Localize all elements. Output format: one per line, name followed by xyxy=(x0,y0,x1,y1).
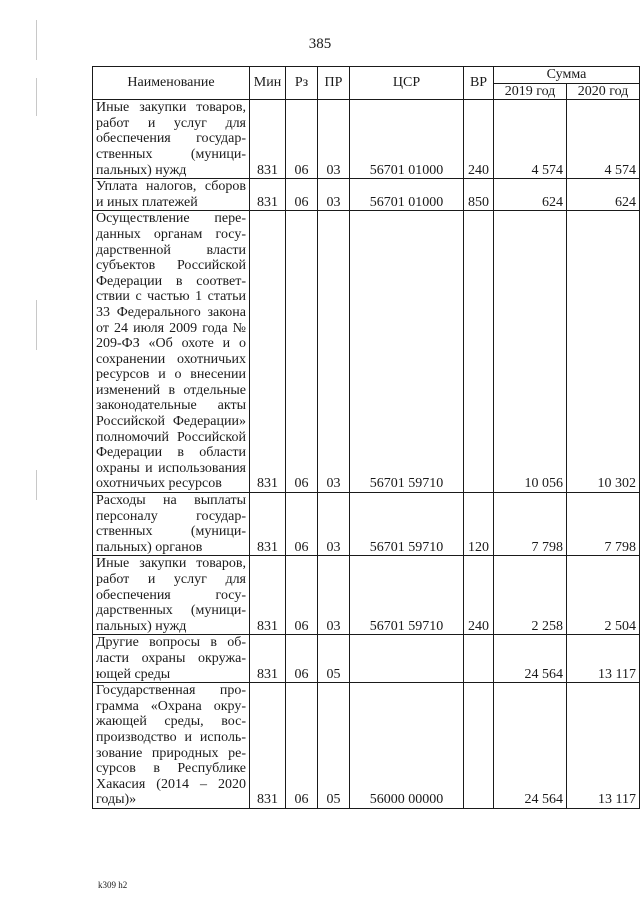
cell-csr: 56701 01000 xyxy=(350,179,464,211)
cell-rz: 06 xyxy=(286,179,318,211)
header-year-2019: 2019 год xyxy=(494,83,567,100)
cell-pr: 03 xyxy=(318,100,350,179)
header-min: Мин xyxy=(250,67,286,100)
cell-pr: 05 xyxy=(318,635,350,683)
cell-y2019: 7 798 xyxy=(494,493,567,556)
header-pr: ПР xyxy=(318,67,350,100)
cell-vr xyxy=(464,211,494,493)
cell-y2020: 13 117 xyxy=(567,683,640,809)
budget-table xyxy=(92,66,640,809)
cell-pr: 03 xyxy=(318,179,350,211)
cell-min: 831 xyxy=(250,211,286,493)
table-row xyxy=(93,683,640,809)
cell-pr: 05 xyxy=(318,683,350,809)
cell-name: Расходы на выплаты персоналу государственных (муниципальных) органов xyxy=(93,493,250,556)
cell-min: 831 xyxy=(250,100,286,179)
cell-y2019: 24 564 xyxy=(494,635,567,683)
cell-y2019: 4 574 xyxy=(494,100,567,179)
cell-y2019: 10 056 xyxy=(494,211,567,493)
table-row xyxy=(93,635,640,683)
cell-y2020: 2 504 xyxy=(567,556,640,635)
cell-name: Иные закупки товаров, работ и услуг для обеспечения государственных (муниципальных) нужд xyxy=(93,556,250,635)
cell-name: Другие вопросы в области охраны окружающей среды xyxy=(93,635,250,683)
table-row xyxy=(93,179,640,211)
cell-vr: 240 xyxy=(464,556,494,635)
cell-y2020: 13 117 xyxy=(567,635,640,683)
header-name: Наименование xyxy=(93,67,250,100)
cell-vr xyxy=(464,683,494,809)
header-rz: Рз xyxy=(286,67,318,100)
cell-rz: 06 xyxy=(286,493,318,556)
cell-y2020: 624 xyxy=(567,179,640,211)
cell-vr: 850 xyxy=(464,179,494,211)
table-body xyxy=(93,100,640,809)
table-row xyxy=(93,100,640,179)
cell-csr: 56000 00000 xyxy=(350,683,464,809)
cell-csr: 56701 59710 xyxy=(350,493,464,556)
cell-name: Иные закупки товаров, работ и услуг для обеспечения государственных (муниципальных) нужд xyxy=(93,100,250,179)
cell-rz: 06 xyxy=(286,211,318,493)
page-number: 385 xyxy=(308,36,332,52)
cell-csr: 56701 59710 xyxy=(350,556,464,635)
cell-rz: 06 xyxy=(286,556,318,635)
cell-rz: 06 xyxy=(286,635,318,683)
cell-min: 831 xyxy=(250,635,286,683)
cell-pr: 03 xyxy=(318,556,350,635)
cell-pr: 03 xyxy=(318,493,350,556)
cell-name: Уплата налогов, сборов и иных платежей xyxy=(93,179,250,211)
table-header xyxy=(93,67,640,100)
cell-y2020: 10 302 xyxy=(567,211,640,493)
header-vr: ВР xyxy=(464,67,494,100)
cell-csr: 56701 59710 xyxy=(350,211,464,493)
cell-vr xyxy=(464,635,494,683)
cell-pr: 03 xyxy=(318,211,350,493)
cell-csr: 56701 01000 xyxy=(350,100,464,179)
table-row xyxy=(93,493,640,556)
cell-vr: 120 xyxy=(464,493,494,556)
cell-y2020: 4 574 xyxy=(567,100,640,179)
cell-csr xyxy=(350,635,464,683)
cell-rz: 06 xyxy=(286,683,318,809)
cell-rz: 06 xyxy=(286,100,318,179)
cell-y2019: 2 258 xyxy=(494,556,567,635)
cell-min: 831 xyxy=(250,683,286,809)
margin-mark-middle xyxy=(36,300,37,350)
header-csr: ЦСР xyxy=(350,67,464,100)
cell-name: Государственная программа «Охрана окружающей среды, воспроизводство и использование природных ресурсов в Республике Хакасия (2014 – 2020 годы)» xyxy=(93,683,250,809)
margin-mark-upper xyxy=(36,78,37,116)
table-row xyxy=(93,211,640,493)
cell-name: Осуществление переданных органам государственной власти субъектов Российской Федерации в соответствии с частью 1 статьи 33 Федерального закона от 24 июля 2009 года № 209-ФЗ «Об охоте и о сохранении охотничьих ресурсов и о внесении изменений в отдельные законодательные акты Российской Федерации» полномочий Российской Федерации в области охраны и использования охотничьих ресурсов xyxy=(93,211,250,493)
cell-y2019: 624 xyxy=(494,179,567,211)
header-year-2020: 2020 год xyxy=(567,83,640,100)
cell-vr: 240 xyxy=(464,100,494,179)
table-row xyxy=(93,556,640,635)
cell-min: 831 xyxy=(250,493,286,556)
margin-mark-lower xyxy=(36,470,37,500)
cell-min: 831 xyxy=(250,179,286,211)
cell-y2019: 24 564 xyxy=(494,683,567,809)
cell-min: 831 xyxy=(250,556,286,635)
footer-code: k309 h2 xyxy=(98,880,128,890)
header-sum: Сумма xyxy=(494,67,640,84)
cell-y2020: 7 798 xyxy=(567,493,640,556)
